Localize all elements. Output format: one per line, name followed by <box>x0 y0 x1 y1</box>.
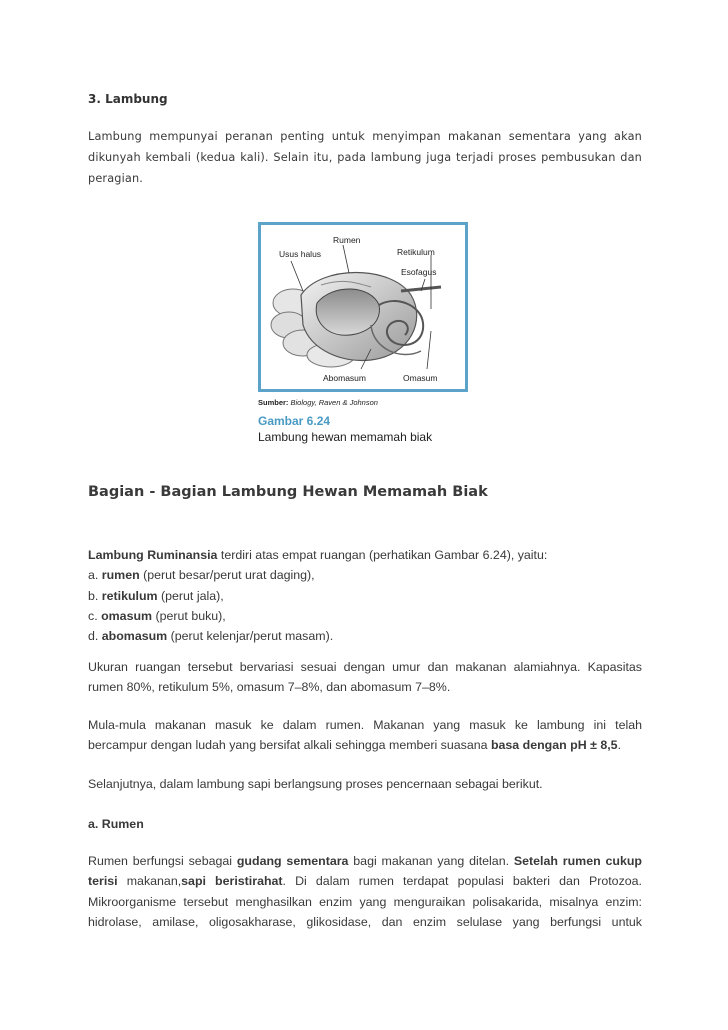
paragraph-entry <box>88 715 642 756</box>
intro-line: Lambung mempunyai peranan penting untuk menyimpan makanan sementara yang akan <box>88 130 642 143</box>
list-intro-text: terdiri atas empat ruangan (perhatikan Gambar 6.24), yaitu: <box>217 548 548 562</box>
subheading-rumen <box>88 814 642 834</box>
section-heading: 3. Lambung <box>88 92 168 106</box>
list-term: rumen <box>101 568 140 583</box>
paragraph-rumen <box>88 851 642 932</box>
list-term: retikulum <box>101 588 158 603</box>
list-term: omasum <box>101 608 153 623</box>
chamber-list <box>88 545 642 646</box>
source-text: Biology, Raven & Johnson <box>290 398 378 407</box>
section-heading-parts: Bagian - Bagian Lambung Hewan Memamah Biak <box>88 484 488 500</box>
paragraph-capacity <box>88 657 642 698</box>
label-esofagus: Esofagus <box>401 267 437 277</box>
label-abomasum: Abomasum <box>323 373 366 383</box>
label-usus-halus: Usus halus <box>279 249 322 259</box>
label-rumen: Rumen <box>333 235 361 245</box>
source-label: Sumber: <box>258 398 289 407</box>
list-intro <box>88 545 642 565</box>
list-item: d. abomasum (perut kelenjar/perut masam). <box>88 629 334 644</box>
list-item: c. omasum (perut buku), <box>88 608 226 623</box>
paragraph-line: Mula-mula makanan masuk ke dalam rumen. Makanan yang masuk ke lambung ini telah <box>88 718 642 732</box>
figure-frame <box>258 222 468 392</box>
list-item: a. rumen (perut besar/perut urat daging), <box>88 568 315 583</box>
list-term: abomasum <box>101 629 168 644</box>
list-intro-term: Lambung Ruminansia <box>88 548 218 562</box>
paragraph-line: rumen 80%, retikulum 5%, omasum 7–8%, dan abomasum 7–8%. <box>88 680 451 695</box>
stomach-figure <box>258 222 478 448</box>
ph-highlight: basa dengan pH ± 8,5 <box>490 738 618 753</box>
figure-caption: Lambung hewan memamah biak <box>258 430 433 444</box>
label-omasum: Omasum <box>403 373 438 383</box>
intro-line: peragian. <box>88 172 144 185</box>
paragraph-next <box>88 774 642 794</box>
figure-number: Gambar 6.24 <box>258 414 331 428</box>
paragraph-line: hidrolase, amilase, oligosakharase, glikosidase, dan enzim selulase yang berfungsi untuk <box>88 914 642 929</box>
intro-paragraph <box>88 126 642 189</box>
intro-line: dikunyah kembali (kedua kali). Selain itu, pada lambung juga terjadi proses pembusukan dan <box>88 151 642 164</box>
paragraph-line: Selanjutnya, dalam lambung sapi berlangsung proses pencernaan sebagai berikut. <box>88 777 543 791</box>
paragraph-line: bercampur dengan ludah yang bersifat alkali sehingga memberi suasana basa dengan pH ± 8,5. <box>88 738 622 753</box>
subheading-text: a. Rumen <box>88 817 144 831</box>
figure-source <box>258 398 378 407</box>
list-item: b. retikulum (perut jala), <box>88 588 224 603</box>
paragraph-line: Rumen berfungsi sebagai gudang sementara bagi makanan yang ditelan. Setelah rumen cukup <box>88 854 642 868</box>
paragraph-line: Ukuran ruangan tersebut bervariasi sesuai dengan umur dan makanan alamiahnya. Kapasitas <box>88 660 642 674</box>
paragraph-line: Mikroorganisme tersebut menghasilkan enzim yang menguraikan polisakarida, misalnya enzim: <box>88 894 642 909</box>
paragraph-line: terisi makanan,sapi beristirahat. Di dalam rumen terdapat populasi bakteri dan Protozoa. <box>88 874 642 889</box>
label-retikulum: Retikulum <box>397 247 435 257</box>
